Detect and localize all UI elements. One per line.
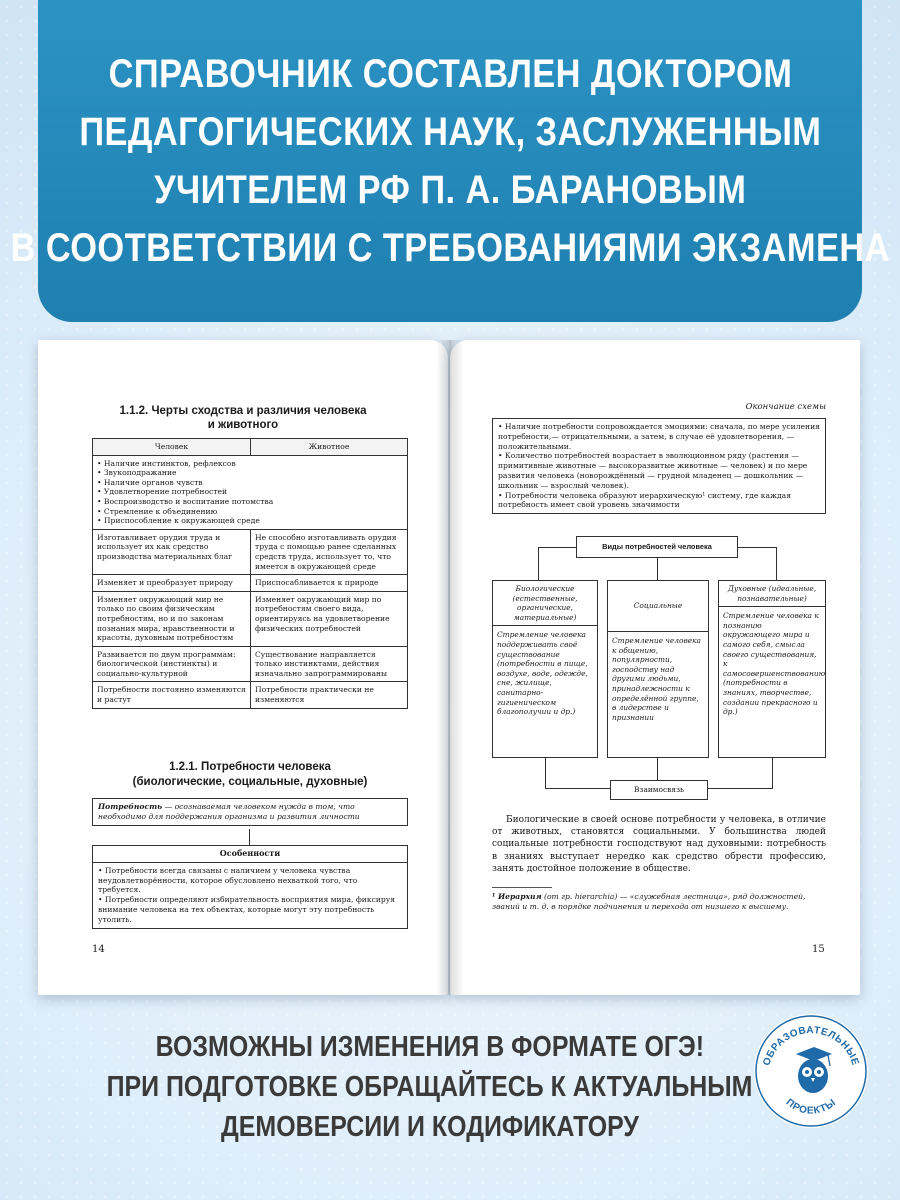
connector-line <box>545 788 610 789</box>
logo-top-text: ОБРАЗОВАТЕЛЬНЫЕ <box>761 1024 861 1068</box>
schema-column-social <box>607 580 709 758</box>
table-cell: Приспосабливается к природе <box>251 575 408 592</box>
definition-text: — осознаваемая человеком нужда в том, что необходимо для поддержания организма и развития личности <box>98 802 360 821</box>
list-item: • Стремление к объединению <box>97 507 403 517</box>
banner-line: УЧИТЕЛЕМ РФ П. А. БАРАНОВЫМ <box>153 168 747 212</box>
schema-column-spiritual <box>718 580 826 758</box>
connector-line <box>657 558 658 580</box>
subsection-subtitle: (биологические, социальные, духовные) <box>132 776 368 788</box>
schema-title: Виды потребностей человека <box>576 536 738 558</box>
header-banner <box>10 0 890 322</box>
notes-box <box>492 418 826 514</box>
open-book-spread <box>38 340 870 1000</box>
table-row <box>93 646 408 682</box>
page-number: 14 <box>92 944 105 955</box>
table-header: Животное <box>251 439 408 456</box>
list-item: • Наличие органов чувств <box>97 478 403 488</box>
book-gutter <box>436 340 464 995</box>
table-row <box>93 682 408 708</box>
publisher-logo <box>752 1012 870 1130</box>
connector-line <box>538 547 576 548</box>
connector-line <box>708 788 773 789</box>
connector-line <box>772 758 773 788</box>
list-item: • Потребности определяют избирательность восприятия мира, фиксируя внимание человека на тех объектах, которые могут эту потребность утолить. <box>98 895 402 924</box>
list-item: • Звукоподражание <box>97 468 403 478</box>
connector-line <box>249 829 250 845</box>
banner-line: ПЕДАГОГИЧЕСКИХ НАУК, ЗАСЛУЖЕННЫМ <box>79 110 821 154</box>
table-common-row <box>93 455 408 529</box>
connector-line <box>738 547 776 548</box>
schema-column-biological <box>492 580 598 758</box>
body-paragraph: Биологические в своей основе потребности у человека, в отличие от животных, становятся социальными. У большинства людей социальные потребности господствуют над духовными: потребность в знаниях выступает нередко как средство обрести профессию, занять достойное положение в обществе. <box>492 815 826 874</box>
table-cell: Изготавливает орудия труда и использует их как средство производства материальных благ <box>93 529 251 574</box>
logo-bottom-text: ПРОЕКТЫ <box>783 1096 839 1117</box>
schema-column-body: Стремление человека к общению, популярности, господству над другими людьми, принадлежности к определённой группе, в лидерстве и признании <box>612 636 701 722</box>
features-box <box>92 845 408 929</box>
connector-line <box>545 758 546 788</box>
footer-notice <box>70 1027 790 1147</box>
list-item: • Наличие инстинктов, рефлексов <box>97 459 403 469</box>
schema-bottom-box: Взаимосвязь <box>610 780 708 800</box>
table-cell: Изменяет окружающий мир не только по своим физическим потребностям, но и по законам познания мира, нравственности и красоты, духовным потребностям <box>93 591 251 646</box>
schema-column-head: Духовные (идеальные, познавательные) <box>719 581 825 607</box>
page-number: 15 <box>812 944 825 955</box>
connector-line <box>776 547 777 580</box>
section-title: 1.1.2. Черты сходства и различия человека и животного <box>119 405 367 431</box>
connector-line <box>657 758 658 780</box>
definition-term: Потребность <box>98 802 163 811</box>
list-item: • Потребности всегда связаны с наличием у человека чувства неудовлетворённости, которое обусловлено нехваткой того, что требуется. <box>98 866 402 895</box>
table-cell: Изменяет и преобразует природу <box>93 575 251 592</box>
connector-line <box>538 547 539 580</box>
table-header: Человек <box>93 439 251 456</box>
schema-column-head: Биологические (естественные, органические, материальные) <box>493 581 597 626</box>
left-page <box>38 340 448 995</box>
table-row <box>93 529 408 574</box>
list-item: • Количество потребностей возрастает в эволюционном ряду (растения — примитивные животные — высокоразвитые животные — человек) и по мере развития человека (новорождённый — грудной младенец — дошкольник — школьник — взрослый человек). <box>498 451 820 490</box>
schema-column-body: Стремление человека поддерживать своё существование (потребности в пище, воздухе, воде, одежде, сне, жилище, санитарно-гигиеническом благополучии и др.) <box>497 630 588 717</box>
continuation-label: Окончание схемы <box>745 402 826 412</box>
definition-box <box>92 798 408 826</box>
table-cell: Изменяет окружающий мир по потребностям своего вида, ориентируясь на удовлетворение физических потребностей <box>251 591 408 646</box>
table-cell: Не способно изготавливать орудия труда с помощью ранее сделанных средств труда, использует то, что имеется в окружающей среде <box>251 529 408 574</box>
list-item: • Приспособление к окружающей среде <box>97 516 403 526</box>
subsection-title: 1.2.1. Потребности человека <box>169 761 331 773</box>
features-title: Особенности <box>93 846 407 863</box>
banner-line: СПРАВОЧНИК СОСТАВЛЕН ДОКТОРОМ <box>108 52 792 96</box>
table-row <box>93 591 408 646</box>
table-cell: Существование направляется только инстинктами, действия изначально запрограммированы <box>251 646 408 682</box>
table-cell: Потребности постоянно изменяются и растут <box>93 682 251 708</box>
list-item: • Потребности человека образуют иерархическую¹ систему, где каждая потребность имеет свой уровень значимости <box>498 491 820 511</box>
list-item: • Удовлетворение потребностей <box>97 487 403 497</box>
table-row <box>93 575 408 592</box>
footnote-term: ¹ Иерархия <box>492 892 542 901</box>
footer-line: ДЕМОВЕРСИИ И КОДИФИКАТОРУ <box>221 1111 639 1143</box>
footer-line: ПРИ ПОДГОТОВКЕ ОБРАЩАЙТЕСЬ К АКТУАЛЬНЫМ <box>107 1071 753 1103</box>
table-cell: Потребности практически не изменяются <box>251 682 408 708</box>
comparison-table <box>92 438 408 709</box>
schema-column-head: Социальные <box>608 581 708 632</box>
banner-line: В СООТВЕТСТВИИ С ТРЕБОВАНИЯМИ ЭКЗАМЕНА <box>10 226 890 270</box>
right-page <box>450 340 860 995</box>
footer-line: ВОЗМОЖНЫ ИЗМЕНЕНИЯ В ФОРМАТЕ ОГЭ! <box>155 1031 705 1063</box>
table-cell: Развивается по двум программам: биологической (инстинкты) и социально-культурной <box>93 646 251 682</box>
list-item: • Воспроизводство и воспитание потомства <box>97 497 403 507</box>
list-item: • Наличие потребности сопровождается эмоциями: сначала, по мере усиления потребности,— отрицательными, а затем, в случае её удовлетворения, — положительными. <box>498 422 820 451</box>
footnote <box>492 892 826 912</box>
schema-column-body: Стремление человека к познанию окружающего мира и самого себя, смысла своего существования, к самосовершенствованию (потребности в знаниях, творчестве, создании прекрасного и др.) <box>723 611 826 717</box>
footnote-text: (от гр. hierarchia) — «служебная лестница», ряд должностей, званий и т. д. в порядке подчинения и перехода от низшего к высшему. <box>492 892 806 911</box>
footnote-separator <box>492 887 552 888</box>
